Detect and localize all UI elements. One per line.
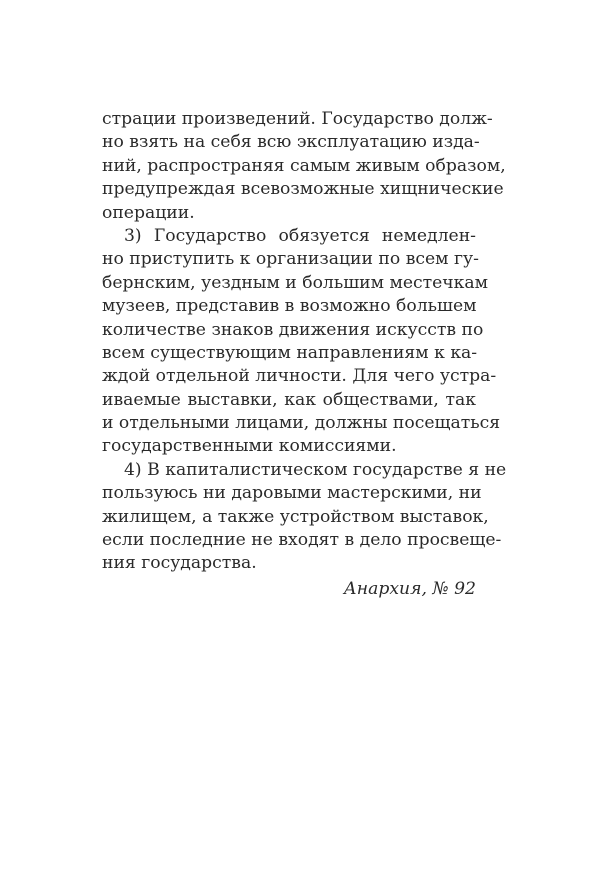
text-line: страции произведений. Государство долж- (102, 109, 493, 129)
text-line: количестве знаков движения искусств по (102, 319, 484, 340)
text-line: ждой отдельной личности. Для чего устра- (102, 366, 497, 387)
text-line: ний, распространяя самым живым образом, (102, 155, 506, 176)
body-text (102, 108, 507, 601)
text-line: пользуюсь ни даровыми мастерскими, ни (102, 483, 482, 504)
text-line: иваемые выставки, как обществами, так (102, 389, 476, 410)
paragraph-point-4 (102, 459, 507, 576)
text-line: бернским, уездным и большим местечкам (102, 272, 489, 293)
text-line: всем существующим направлениям к ка- (102, 342, 478, 363)
text-line: и отдельными лицами, должны посещаться (102, 413, 501, 434)
text-line: ния государства. (102, 553, 257, 574)
source-citation: Анархия, № 92 (343, 578, 476, 599)
paragraph-point-3 (102, 225, 501, 459)
text-line: 3) Государство обязуется немедлен- (124, 225, 476, 246)
text-line: музеев, представив в возможно большем (102, 296, 477, 317)
text-line: государственными комиссиями. (102, 436, 397, 457)
text-line: жилищем, а также устройством выставок, (102, 506, 489, 527)
text-line: предупреждая всевозможные хищнические (102, 179, 504, 200)
paragraph-continuation (102, 108, 506, 225)
text-line: но приступить к организации по всем гу- (102, 249, 479, 270)
text-line: 4) В капиталистическом государстве я не (124, 459, 507, 480)
text-line: но взять на себя всю эксплуатацию изда- (102, 132, 480, 153)
text-line: если последние не входят в дело просвеще- (102, 530, 502, 551)
text-line: операции. (102, 202, 195, 223)
